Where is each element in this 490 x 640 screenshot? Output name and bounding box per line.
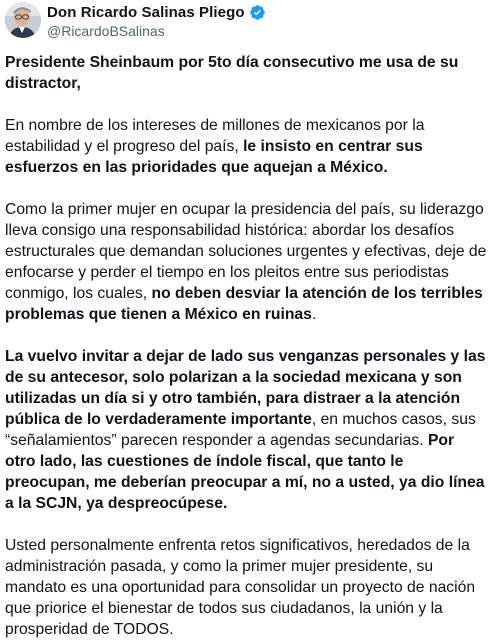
bold-text: Presidente Sheinbaum por 5to día consecutivo me usa de su distractor, bbox=[5, 54, 459, 92]
bold-text: le insisto en centrar sus esfuerzos en las prioridades que aquejan a México. bbox=[5, 138, 423, 176]
verified-badge-icon bbox=[249, 4, 266, 21]
bold-text: La vuelvo invitar a dejar de lado sus venganzas personales y las de su antecesor, solo polarizan a la sociedad mexicana y son utilizadas un día si y otro también, para distraer a la atención pública de lo verdaderamente importante bbox=[5, 348, 486, 428]
text: Usted personalmente enfrenta retos significativos, heredados de la administración pasada, y como la primer mujer presidente, su mandato es una oportunidad para consolidar un proyecto de nación que priorice el bienestar de todos sus ciudadanos, la unión y la prosperidad de TODOS. bbox=[5, 537, 476, 638]
avatar-image bbox=[5, 2, 41, 38]
display-name[interactable]: Don Ricardo Salinas Pliego bbox=[47, 3, 245, 21]
bold-text: no deben desviar la atención de los terribles problemas que tienen a México en ruinas bbox=[5, 285, 483, 323]
bold-text: Por otro lado, las cuestiones de índole fiscal, que tanto le preocupan, me deberían preocupar a mí, no a usted, ya dio línea a la SCJN, ya despreocúpese. bbox=[5, 432, 485, 512]
paragraph-2 bbox=[5, 115, 487, 178]
tweet-header bbox=[0, 0, 490, 50]
paragraph-5 bbox=[5, 535, 487, 640]
paragraph-4 bbox=[5, 346, 487, 514]
text: , en muchos casos, sus “señalamientos” parecen responder a agendas secundarias. bbox=[5, 411, 476, 449]
avatar[interactable] bbox=[5, 2, 41, 38]
text: En nombre de los intereses de millones de mexicanos por la estabilidad y el progreso del país, bbox=[5, 117, 425, 155]
text: . bbox=[311, 306, 317, 323]
tweet-text bbox=[5, 52, 487, 640]
paragraph-1 bbox=[5, 52, 487, 94]
user-handle[interactable]: @RicardoBSalinas bbox=[47, 23, 165, 39]
text: Como la primer mujer en ocupar la presidencia del país, su liderazgo lleva consigo una responsabilidad histórica: abordar los desafíos estructurales que demandan soluciones urgentes y efectivas, deje de enfocarse y perder el tiempo en los pleitos entre sus periodistas conmigo, los cuales, bbox=[5, 201, 487, 302]
paragraph-3 bbox=[5, 199, 487, 325]
author-names bbox=[47, 3, 266, 39]
